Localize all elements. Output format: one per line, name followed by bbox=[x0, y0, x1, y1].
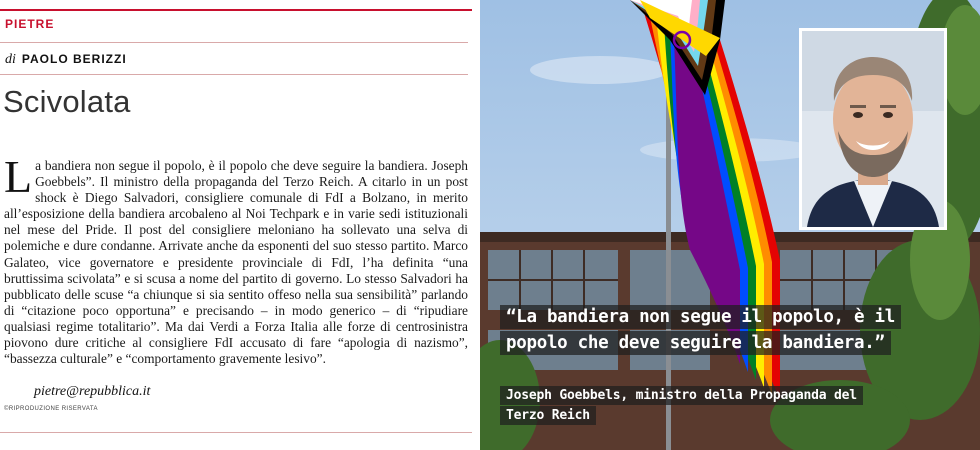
attribution-line: Joseph Goebbels, ministro della Propaganda del bbox=[500, 386, 863, 405]
quote-overlay bbox=[500, 305, 901, 357]
email-signoff: pietre@repubblica.it bbox=[34, 384, 151, 399]
portrait-illustration bbox=[802, 31, 944, 227]
article-body: La bandiera non segue il popolo, è il popolo che deve seguire la bandiera. Joseph Goebbels”. Il ministro della propaganda del Terzo Reich. A citarlo in un post shock è Diego Salvadori, consigliere comunale di FdI a Bolzano, in merito all’esposizione della bandiera arcobaleno al Noi Techpark e in varie sedi istituzionali nel mese del Pride. Il post del consigliere meloniano ha sollevato una selva di polemiche e dure condanne. Arrivate anche da esponenti del suo stesso partito. Marco Galateo, vice governatore e presidente provinciale di FdI, l’ha definita “una bruttissima scivolata” e si scusa a nome del partito di governo. Lo stesso Salvadori ha pubblicato delle scuse “a chiunque si sia sentito offeso nella sua sensibilità” parlando di “citazione poco opportuna” e precisando – in modo generico – di “ripudiare qualsiasi regime totalitario”. Ma dai Verdi a Forza Italia alle forze di centrosinistra piovono dure critiche al consigliere FdI accusato di fare “apologia di nazismo”, “bassezza culturale” e “comportamento gravemente lesivo”. bbox=[4, 151, 468, 367]
newspaper-article bbox=[0, 0, 478, 450]
divider bbox=[0, 74, 468, 75]
top-rule bbox=[0, 9, 472, 11]
inset-portrait bbox=[799, 28, 947, 230]
quote-attribution bbox=[500, 386, 863, 426]
divider bbox=[0, 42, 468, 43]
attribution-line: Terzo Reich bbox=[500, 406, 596, 425]
bottom-rule bbox=[0, 432, 472, 433]
quote-line: popolo che deve seguire la bandiera.” bbox=[500, 331, 891, 355]
author-name: PAOLO BERIZZI bbox=[21, 52, 127, 66]
headline: Scivolata bbox=[3, 84, 131, 119]
quote-line: “La bandiera non segue il popolo, è il bbox=[500, 305, 901, 329]
byline-prefix: di bbox=[5, 52, 16, 67]
section-label: PIETRE bbox=[5, 17, 55, 31]
copyright-notice: ©RIPRODUZIONE RISERVATA bbox=[4, 406, 98, 412]
byline bbox=[5, 52, 127, 68]
